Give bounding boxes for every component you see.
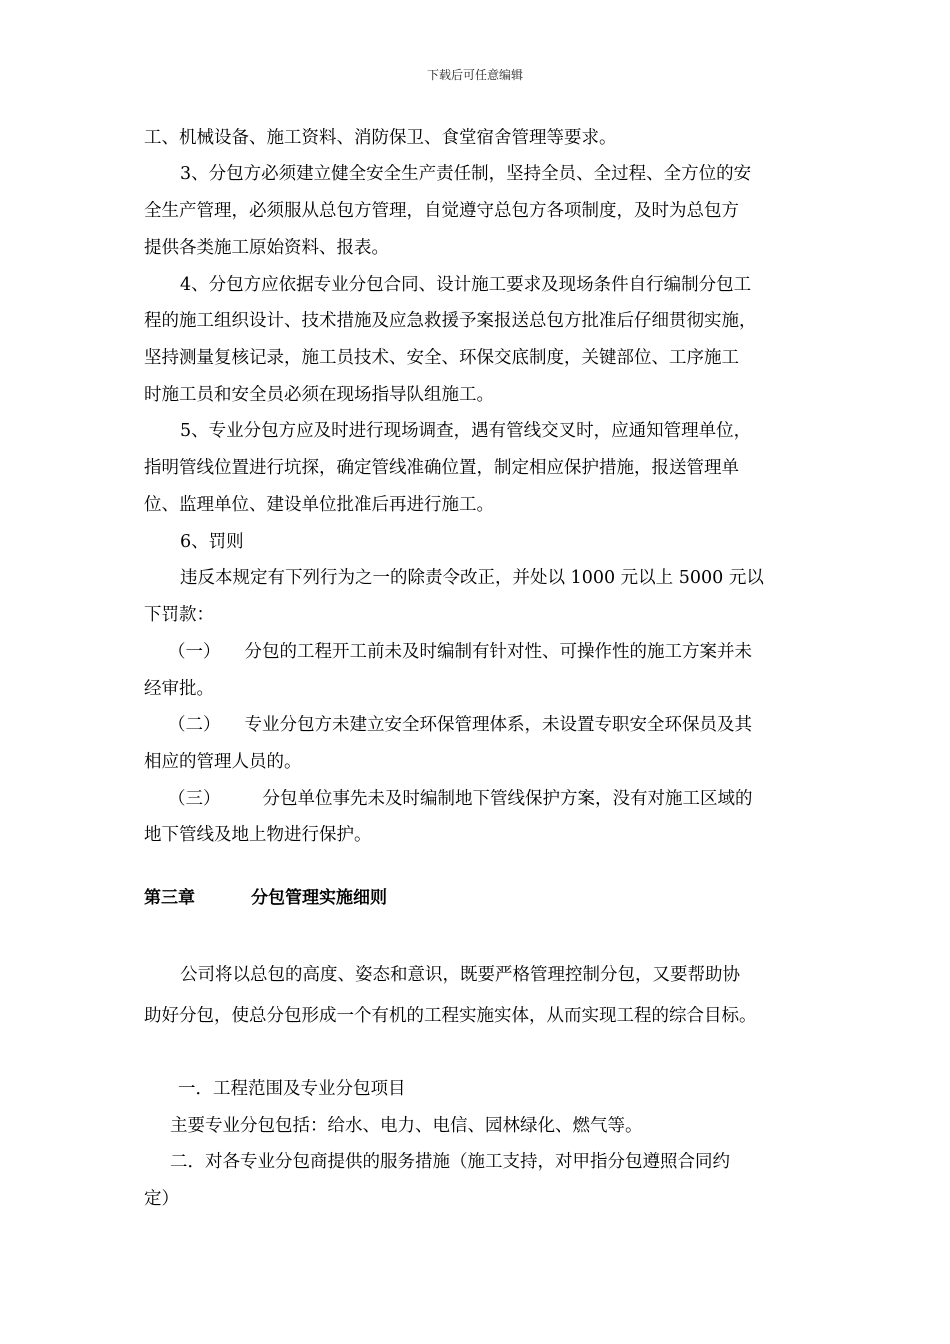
paragraph-line: 提供各类施工原始资料、报表。 — [144, 238, 389, 258]
list-number: （三） — [168, 789, 221, 809]
paragraph-line: 经审批。 — [144, 679, 214, 699]
paragraph-line: 3、分包方必须建立健全安全生产责任制，坚持全员、全过程、全方位的安 — [180, 164, 752, 184]
paragraph-line: 下罚款： — [144, 605, 214, 625]
list-item-1 — [168, 640, 752, 664]
list-text: 分包的工程开工前未及时编制有针对性、可操作性的施工方案并未 — [244, 642, 752, 662]
list-text: 分包单位事先未及时编制地下管线保护方案，没有对施工区域的 — [262, 789, 753, 809]
paragraph-line: 工、机械设备、施工资料、消防保卫、食堂宿舍管理等要求。 — [144, 128, 617, 148]
paragraph-line: 时施工员和安全员必须在现场指导队组施工。 — [144, 385, 494, 405]
chapter-number: 第三章 — [144, 888, 195, 908]
paragraph-line: 全生产管理，必须服从总包方管理，自觉遵守总包方各项制度，及时为总包方 — [144, 201, 739, 221]
paragraph-line: 公司将以总包的高度、姿态和意识，既要严格管理控制分包，又要帮助协 — [180, 965, 740, 985]
subsection-heading: 一．工程范围及专业分包项目 — [178, 1079, 406, 1099]
list-text: 专业分包方未建立安全环保管理体系，未设置专职安全环保员及其 — [244, 715, 752, 735]
chapter-title: 分包管理实施细则 — [251, 888, 387, 908]
paragraph-line: 地下管线及地上物进行保护。 — [144, 825, 372, 845]
paragraph-line: 助好分包，使总分包形成一个有机的工程实施实体，从而实现工程的综合目标。 — [144, 1006, 757, 1026]
chapter-heading — [144, 886, 387, 910]
paragraph-line: 违反本规定有下列行为之一的除责令改正，并处以 1000 元以上 5000 元以 — [180, 568, 764, 588]
paragraph-line: 程的施工组织设计、技术措施及应急救援予案报送总包方批准后仔细贯彻实施， — [144, 311, 757, 331]
paragraph-line: 坚持测量复核记录，施工员技术、安全、环保交底制度，关键部位、工序施工 — [144, 348, 739, 368]
paragraph-line: 定） — [144, 1189, 179, 1209]
subsection-heading: 二．对各专业分包商提供的服务措施（施工支持，对甲指分包遵照合同约 — [170, 1152, 730, 1172]
list-number: （二） — [168, 715, 221, 735]
list-item-2 — [168, 713, 752, 737]
paragraph-line: 4、分包方应依据专业分包合同、设计施工要求及现场条件自行编制分包工 — [180, 275, 752, 295]
paragraph-line: 相应的管理人员的。 — [144, 752, 302, 772]
paragraph-line: 指明管线位置进行坑探，确定管线准确位置，制定相应保护措施，报送管理单 — [144, 458, 739, 478]
paragraph-line: 位、监理单位、建设单位批准后再进行施工。 — [144, 495, 494, 515]
paragraph-line: 5、专业分包方应及时进行现场调查，遇有管线交叉时，应通知管理单位， — [180, 421, 752, 441]
paragraph-line: 主要专业分包包括：给水、电力、电信、园林绿化、燃气等。 — [170, 1116, 643, 1136]
list-item-3 — [168, 787, 753, 811]
page-header-watermark: 下载后可任意编辑 — [426, 68, 523, 82]
list-number: （一） — [168, 642, 221, 662]
section-label: 6、罚则 — [180, 532, 244, 552]
